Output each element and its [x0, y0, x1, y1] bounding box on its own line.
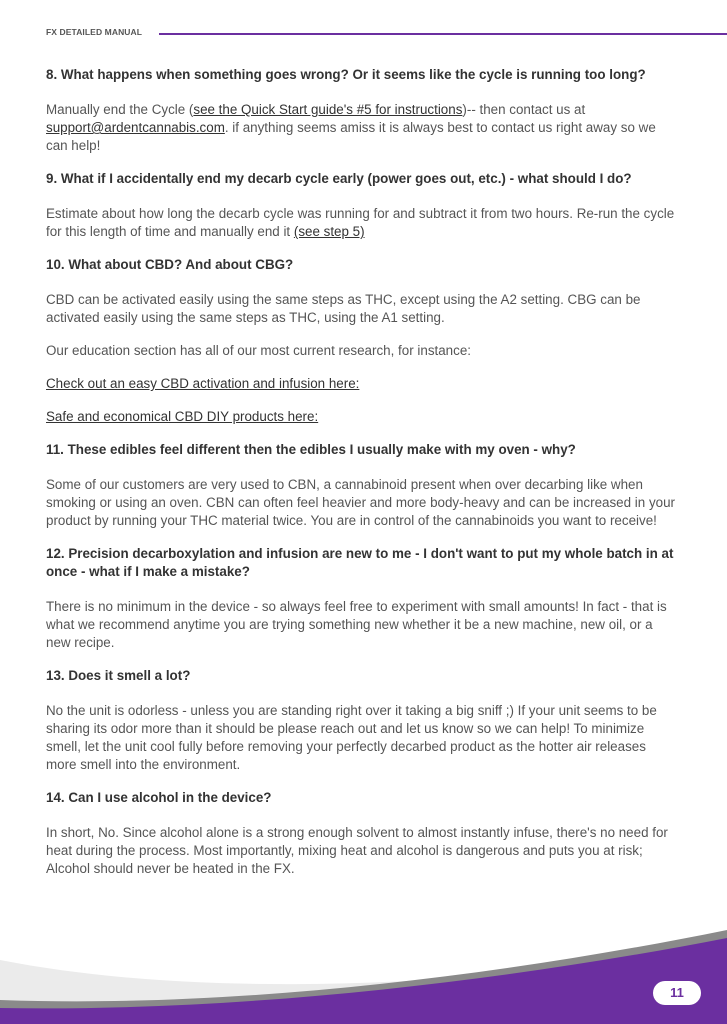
answer-8-text-post: . if anything seems amiss it is always best to contact us right away so we can help! — [46, 120, 656, 153]
header-rule — [159, 33, 727, 35]
education-text: Our education section has all of our most current research, for instance: — [46, 343, 471, 358]
answer-9-text: Estimate about how long the decarb cycle was running for and subtract it from two hours. Re-run the cycle for this length of time and manually end it — [46, 206, 675, 239]
header-title: FX DETAILED MANUAL — [46, 27, 143, 37]
footer-wave — [0, 900, 727, 1024]
answer-14: In short, No. Since alcohol alone is a strong enough solvent to almost instantly infuse, there's no need for heat during the process. Most importantly, mixing heat and alcohol is dangerous and puts you at risk; Alcohol should never be heated in the FX. — [46, 825, 668, 876]
answer-11: Some of our customers are very used to CBN, a cannabinoid present when over decarbing like when smoking or using an oven. CBN can often feel heavier and more body-heavy and can be increased in your product by running your THC material twice. You are in control of the cannabinoids you want to receive! — [46, 477, 675, 528]
question-11: 11. These edibles feel different then the edibles I usually make with my oven - why? — [46, 442, 576, 457]
see-step-5-link[interactable]: (see step 5) — [293, 224, 365, 239]
question-10: 10. What about CBD? And about CBG? — [46, 257, 294, 272]
question-9: 9. What if I accidentally end my decarb cycle early (power goes out, etc.) - what should I do? — [46, 171, 632, 186]
cbd-diy-link-line — [46, 408, 676, 426]
page-content — [46, 66, 676, 878]
cbd-activation-link-line — [46, 375, 676, 393]
quick-start-link[interactable]: see the Quick Start guide's #5 for instructions — [193, 102, 463, 117]
question-13: 13. Does it smell a lot? — [46, 668, 191, 683]
page-number: 11 — [653, 981, 701, 1005]
cbd-diy-link[interactable]: Safe and economical CBD DIY products here: — [46, 409, 319, 424]
question-12: 12. Precision decarboxylation and infusion are new to me - I don't want to put my whole batch in at once - what if I make a mistake? — [46, 546, 674, 579]
answer-8-text-pre: Manually end the Cycle ( — [46, 102, 194, 117]
answer-10: CBD can be activated easily using the same steps as THC, except using the A2 setting. CBG can be activated easily using the same steps as THC, using the A1 setting. — [46, 292, 641, 325]
question-14: 14. Can I use alcohol in the device? — [46, 790, 272, 805]
cbd-activation-link[interactable]: Check out an easy CBD activation and infusion here: — [46, 376, 360, 391]
answer-9 — [46, 205, 676, 241]
support-email-link[interactable]: support@ardentcannabis.com — [46, 120, 225, 135]
answer-8 — [46, 101, 676, 155]
answer-12: There is no minimum in the device - so always feel free to experiment with small amounts! In fact - that is what we recommend anytime you are trying something new whether it be a new machine, new oil, or a new recipe. — [46, 599, 667, 650]
answer-13: No the unit is odorless - unless you are standing right over it taking a big sniff ;) If your unit seems to be sharing its odor more than it should be please reach out and let us know so we can help! To minimize smell, let the unit cool fully before removing your perfectly decarbed product as the hotter air releases more smell into the environment. — [46, 703, 657, 772]
question-8: 8. What happens when something goes wrong? Or it seems like the cycle is running too long? — [46, 67, 646, 82]
answer-8-text-mid: )-- then contact us at — [462, 102, 586, 117]
page-header — [46, 27, 727, 41]
